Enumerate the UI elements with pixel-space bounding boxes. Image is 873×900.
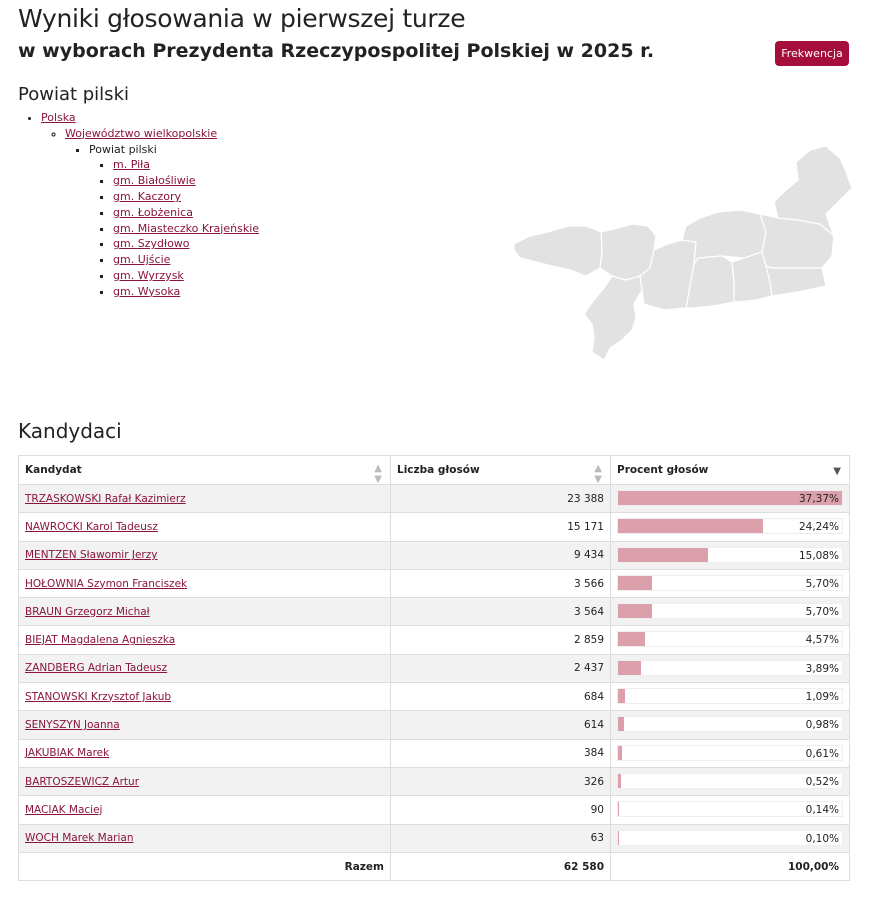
county-map (508, 140, 856, 360)
votes-cell: 384 (391, 739, 611, 767)
map-region[interactable] (584, 276, 642, 360)
results-table (18, 455, 850, 881)
candidate-link[interactable]: HOŁOWNIA Szymon Franciszek (25, 577, 188, 590)
total-percent: 100,00% (611, 852, 850, 880)
table-row (19, 485, 850, 513)
candidate-link[interactable]: JAKUBIAK Marek (25, 747, 110, 760)
table-row (19, 711, 850, 739)
percent-label: 24,24% (798, 521, 839, 534)
percent-cell (611, 598, 850, 626)
candidate-link[interactable]: STANOWSKI Krzysztof Jakub (25, 690, 172, 703)
percent-cell (611, 824, 850, 852)
table-row (19, 739, 850, 767)
candidate-cell (19, 654, 391, 682)
percent-bar-fill (618, 519, 763, 533)
percent-label: 1,09% (805, 691, 839, 704)
candidate-cell (19, 824, 391, 852)
percent-label: 15,08% (798, 549, 839, 562)
percent-bar-fill (618, 746, 622, 760)
candidate-link[interactable]: ZANDBERG Adrian Tadeusz (25, 662, 168, 675)
candidate-cell (19, 598, 391, 626)
candidate-cell (19, 569, 391, 597)
percent-cell (611, 513, 850, 541)
candidate-cell (19, 711, 391, 739)
candidates-section-title: Kandydaci (18, 419, 122, 443)
sort-descending-icon: ▼ (833, 466, 841, 477)
subunit-item (113, 157, 259, 173)
votes-cell: 2 437 (391, 654, 611, 682)
frekwencja-button[interactable]: Frekwencja (775, 41, 849, 66)
percent-bar-fill (618, 548, 708, 562)
table-row (19, 824, 850, 852)
total-votes: 62 580 (391, 852, 611, 880)
percent-cell (611, 711, 850, 739)
percent-cell (611, 485, 850, 513)
table-row (19, 796, 850, 824)
percent-label: 0,98% (805, 719, 839, 732)
votes-cell: 15 171 (391, 513, 611, 541)
total-label: Razem (19, 852, 391, 880)
percent-bar-fill (618, 632, 645, 646)
votes-cell: 9 434 (391, 541, 611, 569)
percent-label: 0,52% (805, 775, 839, 788)
subunit-link[interactable]: gm. Kaczory (113, 189, 182, 203)
candidate-link[interactable]: MACIAK Maciej (25, 803, 103, 816)
candidate-link[interactable]: BIEJAT Magdalena Agnieszka (25, 634, 176, 647)
subunit-link[interactable]: gm. Łobżenica (113, 205, 193, 219)
column-header-candidate[interactable] (19, 456, 391, 485)
subunit-link[interactable]: gm. Ujście (113, 253, 171, 267)
candidate-link[interactable]: TRZASKOWSKI Rafał Kazimierz (25, 492, 186, 505)
page-subtitle: w wyborach Prezydenta Rzeczypospolitej Polskiej w 2025 r. (18, 40, 655, 62)
tree-item-country (41, 110, 259, 300)
subunit-link[interactable]: gm. Miasteczko Krajeńskie (113, 221, 260, 235)
tree-item-county (89, 142, 259, 300)
sort-icon: ▲ ▼ (374, 463, 382, 485)
votes-cell: 2 859 (391, 626, 611, 654)
subunit-item (113, 236, 259, 252)
votes-cell: 3 566 (391, 569, 611, 597)
percent-label: 4,57% (805, 634, 839, 647)
subunit-item (113, 221, 259, 237)
candidate-cell (19, 767, 391, 795)
candidate-cell (19, 626, 391, 654)
subunit-link[interactable]: gm. Białośliwie (113, 174, 196, 188)
percent-cell (611, 654, 850, 682)
voivodeship-link[interactable]: Województwo wielkopolskie (65, 126, 218, 140)
votes-cell: 23 388 (391, 485, 611, 513)
table-row (19, 569, 850, 597)
subunit-item (113, 252, 259, 268)
tree-item-voivodeship (65, 126, 259, 300)
votes-cell: 3 564 (391, 598, 611, 626)
subunit-item (113, 268, 259, 284)
column-header-votes[interactable] (391, 456, 611, 485)
candidate-cell (19, 796, 391, 824)
percent-label: 0,10% (805, 832, 839, 845)
table-row (19, 626, 850, 654)
table-row (19, 654, 850, 682)
candidate-link[interactable]: NAWROCKI Karol Tadeusz (25, 520, 158, 533)
percent-bar-fill (618, 576, 652, 590)
candidate-link[interactable]: WOCH Marek Marian (25, 832, 134, 845)
percent-bar-fill (618, 774, 621, 788)
table-row (19, 683, 850, 711)
percent-cell (611, 767, 850, 795)
candidate-link[interactable]: SENYSZYN Joanna (25, 719, 120, 732)
percent-label: 3,89% (805, 662, 839, 675)
table-row (19, 598, 850, 626)
region-tree (0, 110, 259, 300)
votes-cell: 326 (391, 767, 611, 795)
page-title: Wyniki głosowania w pierwszej turze (18, 4, 466, 33)
votes-cell: 614 (391, 711, 611, 739)
subunit-item (113, 205, 259, 221)
subunit-item (113, 189, 259, 205)
subunit-list (113, 157, 259, 299)
subunit-link[interactable]: gm. Szydłowo (113, 237, 190, 251)
percent-label: 5,70% (805, 577, 839, 590)
table-header-row (19, 456, 850, 485)
candidate-cell (19, 739, 391, 767)
votes-cell: 90 (391, 796, 611, 824)
subunit-item (113, 284, 259, 300)
county-label: Powiat pilski (89, 142, 157, 156)
percent-cell (611, 796, 850, 824)
candidate-cell (19, 485, 391, 513)
candidate-link[interactable]: MENTZEN Sławomir Jerzy (25, 549, 158, 562)
table-row (19, 767, 850, 795)
region-title: Powiat pilski (18, 84, 129, 105)
candidate-link[interactable]: BARTOSZEWICZ Artur (25, 775, 140, 788)
subunit-link[interactable]: gm. Wysoka (113, 284, 181, 298)
percent-bar-fill (618, 802, 619, 816)
percent-label: 0,61% (805, 747, 839, 760)
percent-label: 0,14% (805, 804, 839, 817)
column-header-votes-label: Liczba głosów (397, 464, 480, 476)
percent-cell (611, 739, 850, 767)
candidate-cell (19, 513, 391, 541)
sort-icon: ▲ ▼ (594, 463, 602, 485)
candidate-cell (19, 683, 391, 711)
votes-cell: 684 (391, 683, 611, 711)
subunit-link[interactable]: m. Piła (113, 158, 151, 172)
percent-bar-fill (618, 604, 652, 618)
column-header-candidate-label: Kandydat (25, 464, 82, 476)
candidate-cell (19, 541, 391, 569)
percent-bar-fill (618, 717, 624, 731)
percent-cell (611, 683, 850, 711)
table-row (19, 541, 850, 569)
column-header-percent[interactable] (611, 456, 850, 485)
percent-bar-fill (618, 689, 625, 703)
map-region[interactable] (514, 226, 602, 276)
candidate-link[interactable]: BRAUN Grzegorz Michał (25, 605, 150, 618)
table-footer-row (19, 852, 850, 880)
percent-bar-fill (618, 831, 619, 845)
percent-label: 37,37% (798, 493, 839, 505)
percent-cell (611, 569, 850, 597)
subunit-link[interactable]: gm. Wyrzysk (113, 268, 184, 282)
percent-label: 5,70% (805, 606, 839, 619)
percent-bar-fill (618, 661, 641, 675)
table-row (19, 513, 850, 541)
percent-cell (611, 541, 850, 569)
percent-cell (611, 626, 850, 654)
votes-cell: 63 (391, 824, 611, 852)
subunit-item (113, 173, 259, 189)
country-link[interactable]: Polska (41, 111, 76, 124)
column-header-percent-label: Procent głosów (617, 464, 709, 476)
